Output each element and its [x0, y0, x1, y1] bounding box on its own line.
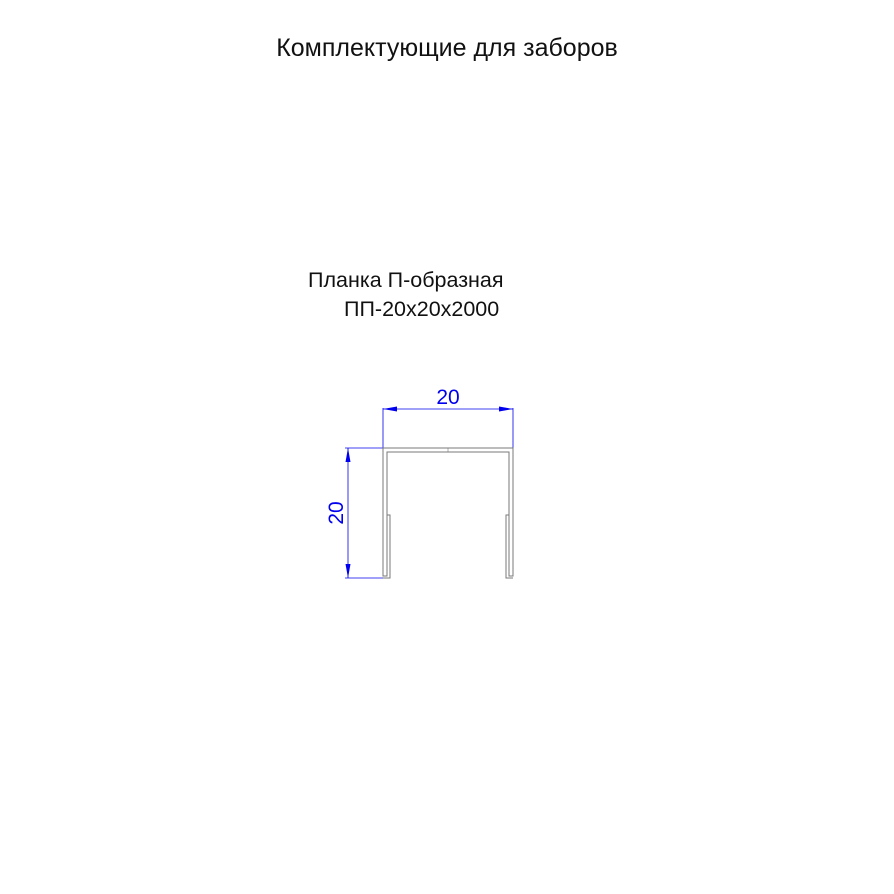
- width-dimension: [383, 386, 513, 448]
- height-dimension: [325, 448, 383, 578]
- width-value: 20: [436, 386, 460, 409]
- width-arrow-right: [499, 407, 513, 412]
- height-value: 20: [325, 501, 348, 525]
- product-name: Планка П-образная: [308, 268, 504, 292]
- width-arrow-left: [383, 407, 397, 412]
- page-title: Комплектующие для заборов: [276, 34, 618, 62]
- profile-outline: [383, 448, 513, 576]
- product-code: ПП-20x20x2000: [344, 297, 500, 321]
- height-arrow-bottom: [346, 564, 351, 578]
- height-arrow-top: [346, 448, 351, 462]
- u-profile: [383, 448, 513, 578]
